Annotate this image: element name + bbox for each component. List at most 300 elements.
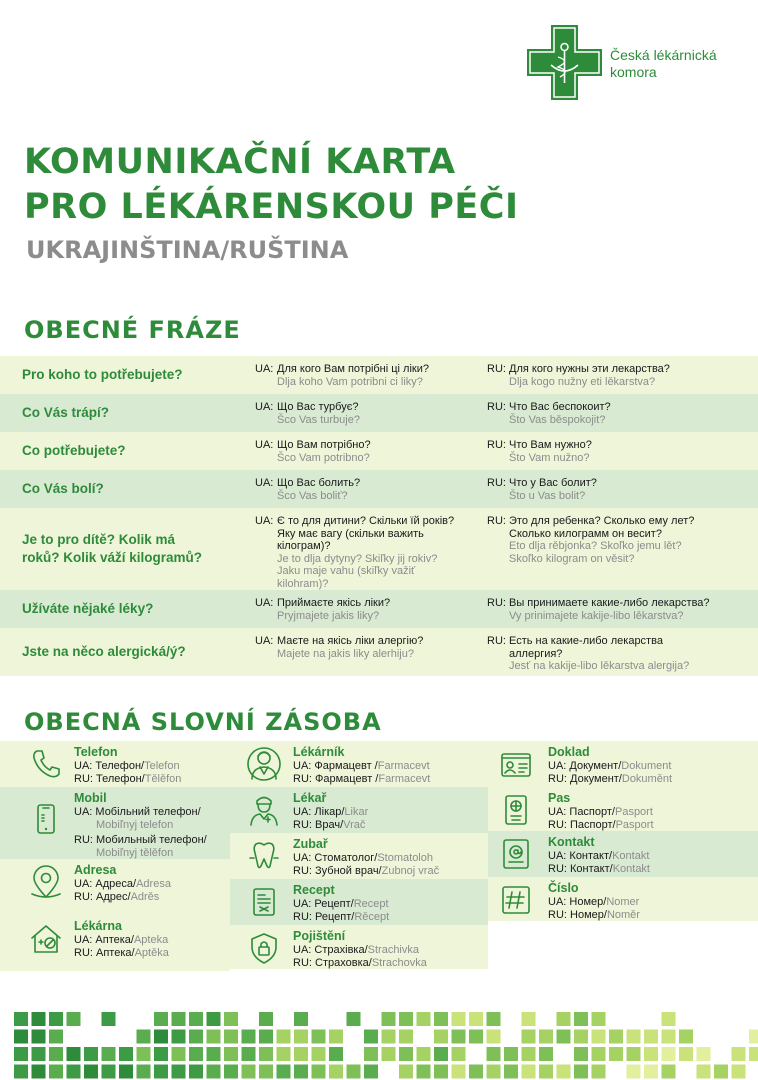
decor-square [557,1065,571,1079]
ru-tag: RU: [487,515,506,527]
ua-transliteration: Mobiľnyj telefon [96,818,174,831]
ru-word: Документ/ [570,772,622,785]
decor-square [487,1012,501,1026]
vocab-ua [293,760,430,773]
decor-square [347,1065,361,1079]
ua-word: Аптека/ [95,934,134,946]
decor-square [452,1047,466,1061]
decor-square [662,1065,676,1079]
decor-square [172,1030,186,1044]
ru-word: Контакт/ [570,862,613,875]
ru-word: Страховка/ [315,956,372,969]
ru-text: Что Вам нужно? [509,439,592,451]
decor-square [207,1030,221,1044]
decor-square [434,1012,448,1026]
pharmacist-icon [246,746,282,782]
decor-square [14,1047,28,1061]
vocab-term: Kontakt [548,835,595,849]
phrase-ua [255,394,487,432]
decor-square [714,1065,728,1079]
decor-square [84,1065,98,1079]
decor-square [137,1065,151,1079]
decor-square [224,1030,238,1044]
ru-tag: RU: [293,772,312,785]
decor-square [732,1047,746,1061]
mobile-phone-icon [28,801,64,837]
decor-square [382,1012,396,1026]
ua-text: Приймаєте якісь ліки? [277,597,391,609]
decor-square [224,1012,238,1026]
passport-icon [498,792,534,828]
ru-transliteration: Noměr [606,908,640,921]
ua-transliteration: Recept [353,898,389,910]
decor-square [154,1047,168,1061]
ua-tag: UA: [548,896,567,908]
ua-word: Фармацевт / [314,760,378,772]
number-icon [498,882,534,918]
vocab-text [293,929,427,969]
ru-transliteration: Pasport [615,818,654,831]
vocab-item [230,833,488,879]
decor-square [609,1030,623,1044]
decor-square [417,1012,431,1026]
vocab-term: Adresa [74,863,117,877]
ua-word: Телефон/ [95,760,145,772]
decor-square [259,1030,273,1044]
vocab-ru [548,773,672,786]
decor-square [14,1030,28,1044]
ru-tag: RU: [293,864,312,877]
decor-square [469,1012,483,1026]
decor-square [242,1047,256,1061]
decor-square [67,1047,81,1061]
decor-square [49,1047,63,1061]
decor-square [32,1065,46,1079]
ru-word: Врач/ [315,818,344,831]
vocab-item [230,741,488,787]
ua-tag: UA: [255,515,274,527]
vocab-term: Zubař [293,837,328,851]
decor-square [154,1012,168,1026]
title-line-1: KOMUNIKAČNÍ KARTA [24,142,456,182]
doctor-icon [246,792,282,828]
decor-square [14,1065,28,1079]
ua-tag: UA: [548,760,567,772]
ua-transliteration: Dokument [621,760,672,772]
ru-transliteration: Jesť na kakije-libo lěkarstva alergija? [509,660,690,672]
decor-square [452,1030,466,1044]
decor-square [154,1030,168,1044]
vocab-ru [293,911,389,924]
decor-square [487,1065,501,1079]
decor-square [312,1047,326,1061]
decor-square [749,1030,758,1044]
phrase-question-text: Co Vás bolí? [22,481,104,496]
decor-square [504,1065,518,1079]
decor-square [172,1065,186,1079]
ru-tag: RU: [487,401,506,413]
contact-icon [498,836,534,872]
decor-square [487,1030,501,1044]
decor-square [749,1047,758,1061]
ua-word: Документ/ [569,760,622,772]
ru-transliteration: Što Vam nužno? [509,451,590,464]
decor-square [32,1012,46,1026]
ua-transliteration: Dlja koho Vam potribni ci liky? [277,375,423,388]
phrase-question-text: Co potřebujete? [22,443,126,458]
phrase-row [0,628,758,676]
vocab-text [293,883,389,923]
decor-square [557,1012,571,1026]
ru-word: Адрес/ [96,890,131,903]
ru-tag: RU: [487,439,506,451]
ru-transliteration: Rěcept [354,910,390,923]
decor-square [294,1030,308,1044]
ua-word: Страхівка/ [314,944,368,956]
phrase-question-text: Je to pro dítě? Kolik má roků? Kolik váží kilogramů? [22,532,203,565]
ru-text: Что Вас беспокоит? [509,401,611,413]
decor-square [207,1065,221,1079]
decor-square [522,1030,536,1044]
ua-transliteration: Majete na jakis liky alerhiju? [277,647,414,660]
ru-tag: RU: [548,862,567,875]
vocab-text [293,837,439,877]
decor-square [697,1047,711,1061]
decor-square [242,1030,256,1044]
vocab-ua [74,760,181,773]
ua-tag: UA: [74,806,93,818]
phrase-question [0,508,255,590]
page-subtitle: UKRAJINŠTINA/RUŠTINA [26,236,349,264]
decor-square [207,1047,221,1061]
decor-square [277,1030,291,1044]
decor-square [84,1047,98,1061]
ru-tag: RU: [487,363,506,375]
decor-square [644,1030,658,1044]
ru-transliteration: Adrěs [130,890,160,903]
ua-tag: UA: [255,439,274,451]
decor-square [207,1012,221,1026]
ua-word: Адреса/ [95,878,137,890]
ua-tag: UA: [548,850,567,862]
decor-square [67,1012,81,1026]
ua-transliteration: Adresa [136,878,171,890]
decor-square [172,1047,186,1061]
phrase-question [0,432,255,470]
vocab-ru [293,819,368,832]
ru-word: Аптека/ [96,946,135,959]
decor-square [574,1065,588,1079]
vocabulary-heading: OBECNÁ SLOVNÍ ZÁSOBA [24,708,382,736]
phrases-table [0,356,758,676]
decor-square [224,1047,238,1061]
ua-tag: UA: [293,898,312,910]
ru-transliteration: Vrač [343,818,366,831]
vocab-ru [74,947,169,960]
decor-square [189,1065,203,1079]
ru-text: Что у Вас болит? [509,477,597,489]
vocab-item [0,787,230,859]
ru-tag: RU: [487,477,506,489]
phrase-row [0,432,758,470]
decor-square [417,1065,431,1079]
dentist-icon [246,838,282,874]
decor-square [364,1065,378,1079]
ua-transliteration: Stomatoloh [377,852,433,864]
ru-tag: RU: [293,910,312,923]
phrase-question-text: Užíváte nějaké léky? [22,601,154,616]
vocab-ru [74,891,171,904]
ru-tag: RU: [548,908,567,921]
vocabulary-column-2 [230,741,488,969]
decor-square [137,1047,151,1061]
page-title [24,140,519,230]
ua-tag: UA: [255,401,274,413]
decor-square [49,1012,63,1026]
decor-square [259,1047,273,1061]
ru-transliteration: Što Vas běspokojit? [509,413,606,426]
decor-square [522,1012,536,1026]
vocab-term: Lékárník [293,745,345,759]
ru-word: Телефон/ [96,772,145,785]
logo-text [610,47,717,81]
phrase-ua [255,356,487,394]
ua-transliteration: Telefon [144,760,180,772]
vocab-ru [293,773,430,786]
decor-square [644,1065,658,1079]
vocab-term: Lékař [293,791,327,805]
decor-square [224,1065,238,1079]
phrase-ua [255,470,487,508]
decor-square [364,1047,378,1061]
ru-text: Вы принимаете какие-либо лекарства? [509,597,710,609]
decor-square [662,1047,676,1061]
ua-text: Для кого Вам потрібні ці ліки? [277,363,429,375]
vocab-item [488,741,758,787]
ua-word: Номер/ [569,896,607,908]
phrase-question [0,470,255,508]
decor-square [102,1065,116,1079]
decor-square [399,1047,413,1061]
ru-tag: RU: [74,946,93,959]
phrase-row [0,394,758,432]
vocab-text [548,835,650,875]
phrase-ua [255,432,487,470]
ru-word: Зубной врач/ [315,864,382,877]
vocab-ua [548,896,640,909]
ru-word: Рецепт/ [315,910,355,923]
vocab-ua [74,806,207,831]
ua-text: Є то для дитини? Скільки їй років? Яку має вагу (скільки важить кілограм)? [277,515,455,552]
vocab-item [0,741,230,787]
vocabulary-column-1 [0,741,230,971]
decor-square [399,1030,413,1044]
decor-square [102,1012,116,1026]
decor-square [662,1030,676,1044]
decor-square [417,1047,431,1061]
decor-square [294,1012,308,1026]
decor-square [592,1047,606,1061]
phrase-ua [255,590,487,628]
ua-transliteration: Šco Vam potribno? [277,451,370,464]
ua-tag: UA: [548,806,567,818]
decor-square [189,1047,203,1061]
decor-square [522,1047,536,1061]
ru-tag: RU: [548,772,567,785]
decor-square [679,1047,693,1061]
decor-square [732,1065,746,1079]
vocab-text [293,745,430,785]
phrase-row [0,356,758,394]
ua-word: Лікар/ [314,806,345,818]
vocab-ru [74,834,207,859]
location-pin-icon [28,864,64,900]
vocab-text [293,791,368,831]
vocab-text [74,791,207,859]
decor-square [504,1047,518,1061]
vocab-ru [293,957,427,970]
decor-square [14,1012,28,1026]
ru-tag: RU: [74,834,93,846]
phrase-question [0,628,255,676]
decor-square [119,1047,133,1061]
ru-word: Паспорт/ [570,818,616,831]
ru-text: Это для ребенка? Сколько ему лет? Сколько килограмм он весит? [509,515,695,540]
decor-square [539,1030,553,1044]
decor-square [627,1030,641,1044]
title-line-2: PRO LÉKÁRENSKOU PÉČI [24,187,519,227]
vocab-text [74,863,171,903]
phrase-question-text: Jste na něco alergická/ý? [22,644,186,659]
ua-word: Паспорт/ [569,806,615,818]
ua-tag: UA: [293,944,312,956]
vocab-term: Pojištění [293,929,346,943]
ru-tag: RU: [293,956,312,969]
vocab-text [548,881,640,921]
vocab-term: Pas [548,791,571,805]
vocabulary-column-3 [488,741,758,921]
decor-square [574,1030,588,1044]
ua-tag: UA: [74,878,93,890]
decor-square [644,1047,658,1061]
vocab-ru [548,819,654,832]
ua-transliteration: Je to dlja dytyny? Skiľky jij rokiv? Jaku maje vahu (skiľky važiť kilohram)? [277,552,438,590]
chamber-logo [527,25,737,100]
decor-square [67,1065,81,1079]
decor-square [452,1012,466,1026]
ru-word: Мобильный телефон/ [96,834,207,846]
phrase-ru [487,508,758,590]
vocab-ua [74,878,171,891]
pharmacy-icon [28,920,64,956]
vocab-text [548,791,654,831]
vocab-ua [548,806,654,819]
decor-square [259,1012,273,1026]
vocab-item [488,877,758,921]
ru-tag: RU: [548,818,567,831]
decor-square [539,1047,553,1061]
decor-square [364,1030,378,1044]
phrase-row [0,470,758,508]
ru-transliteration: Vy prinimajete kakije-libo lěkarstva? [509,609,684,622]
ru-transliteration: Strachovka [371,956,427,969]
decor-square [679,1030,693,1044]
decor-square [469,1065,483,1079]
decor-square [592,1030,606,1044]
ru-text: Есть на какие-либо лекарства аллергия? [509,635,663,660]
vocab-item [488,787,758,831]
decor-square [382,1030,396,1044]
decor-square [574,1047,588,1061]
ru-transliteration: Eto dlja rěbjonka? Skoľko jemu lět? Skoľko kilogram on věsit? [509,540,682,565]
ua-transliteration: Kontakt [612,850,650,862]
vocab-ru [74,773,181,786]
logo-line-2: komora [610,64,657,80]
decor-square [172,1012,186,1026]
ru-word: Фармацевт / [315,772,379,785]
decor-square [592,1065,606,1079]
ru-transliteration: Farmacevt [378,772,431,785]
phrases-heading: OBECNÉ FRÁZE [24,316,241,344]
pharmacy-cross-logo-icon [527,25,602,100]
vocab-text [74,919,169,959]
ua-text: Що Вам потрібно? [277,439,371,451]
decor-square [32,1047,46,1061]
decor-square [487,1047,501,1061]
ua-tag: UA: [255,363,274,375]
decor-square [539,1065,553,1079]
ua-word: Контакт/ [569,850,613,862]
vocab-term: Recept [293,883,335,897]
decor-square [119,1065,133,1079]
ua-transliteration: Pryjmajete jakis liky? [277,609,380,622]
phrase-question-text: Co Vás trápí? [22,405,110,420]
decor-square [277,1065,291,1079]
phrase-ua [255,508,487,590]
ua-tag: UA: [74,760,93,772]
ru-transliteration: Kontakt [612,862,650,875]
decor-square [434,1047,448,1061]
decor-square [627,1065,641,1079]
decor-square [574,1012,588,1026]
logo-line-1: Česká lékárnická [610,47,717,63]
decor-square [49,1065,63,1079]
ua-tag: UA: [293,852,312,864]
phrase-ru [487,470,758,508]
decor-square [329,1065,343,1079]
ru-word: Номер/ [570,908,607,921]
ua-word: Рецепт/ [314,898,354,910]
decor-square [189,1030,203,1044]
vocab-text [548,745,672,785]
phrase-row [0,508,758,590]
vocab-term: Mobil [74,791,107,805]
vocab-item [0,915,230,971]
ua-transliteration: Pasport [614,806,653,818]
ru-tag: RU: [487,597,506,609]
vocab-term: Telefon [74,745,118,759]
decor-square [697,1065,711,1079]
decor-square [329,1030,343,1044]
decor-square [434,1030,448,1044]
prescription-icon [246,884,282,920]
decor-square [294,1047,308,1061]
vocab-text [74,745,181,785]
vocab-ru [548,909,640,922]
insurance-shield-icon [246,930,282,966]
vocab-ua [293,806,368,819]
ru-tag: RU: [74,890,93,903]
